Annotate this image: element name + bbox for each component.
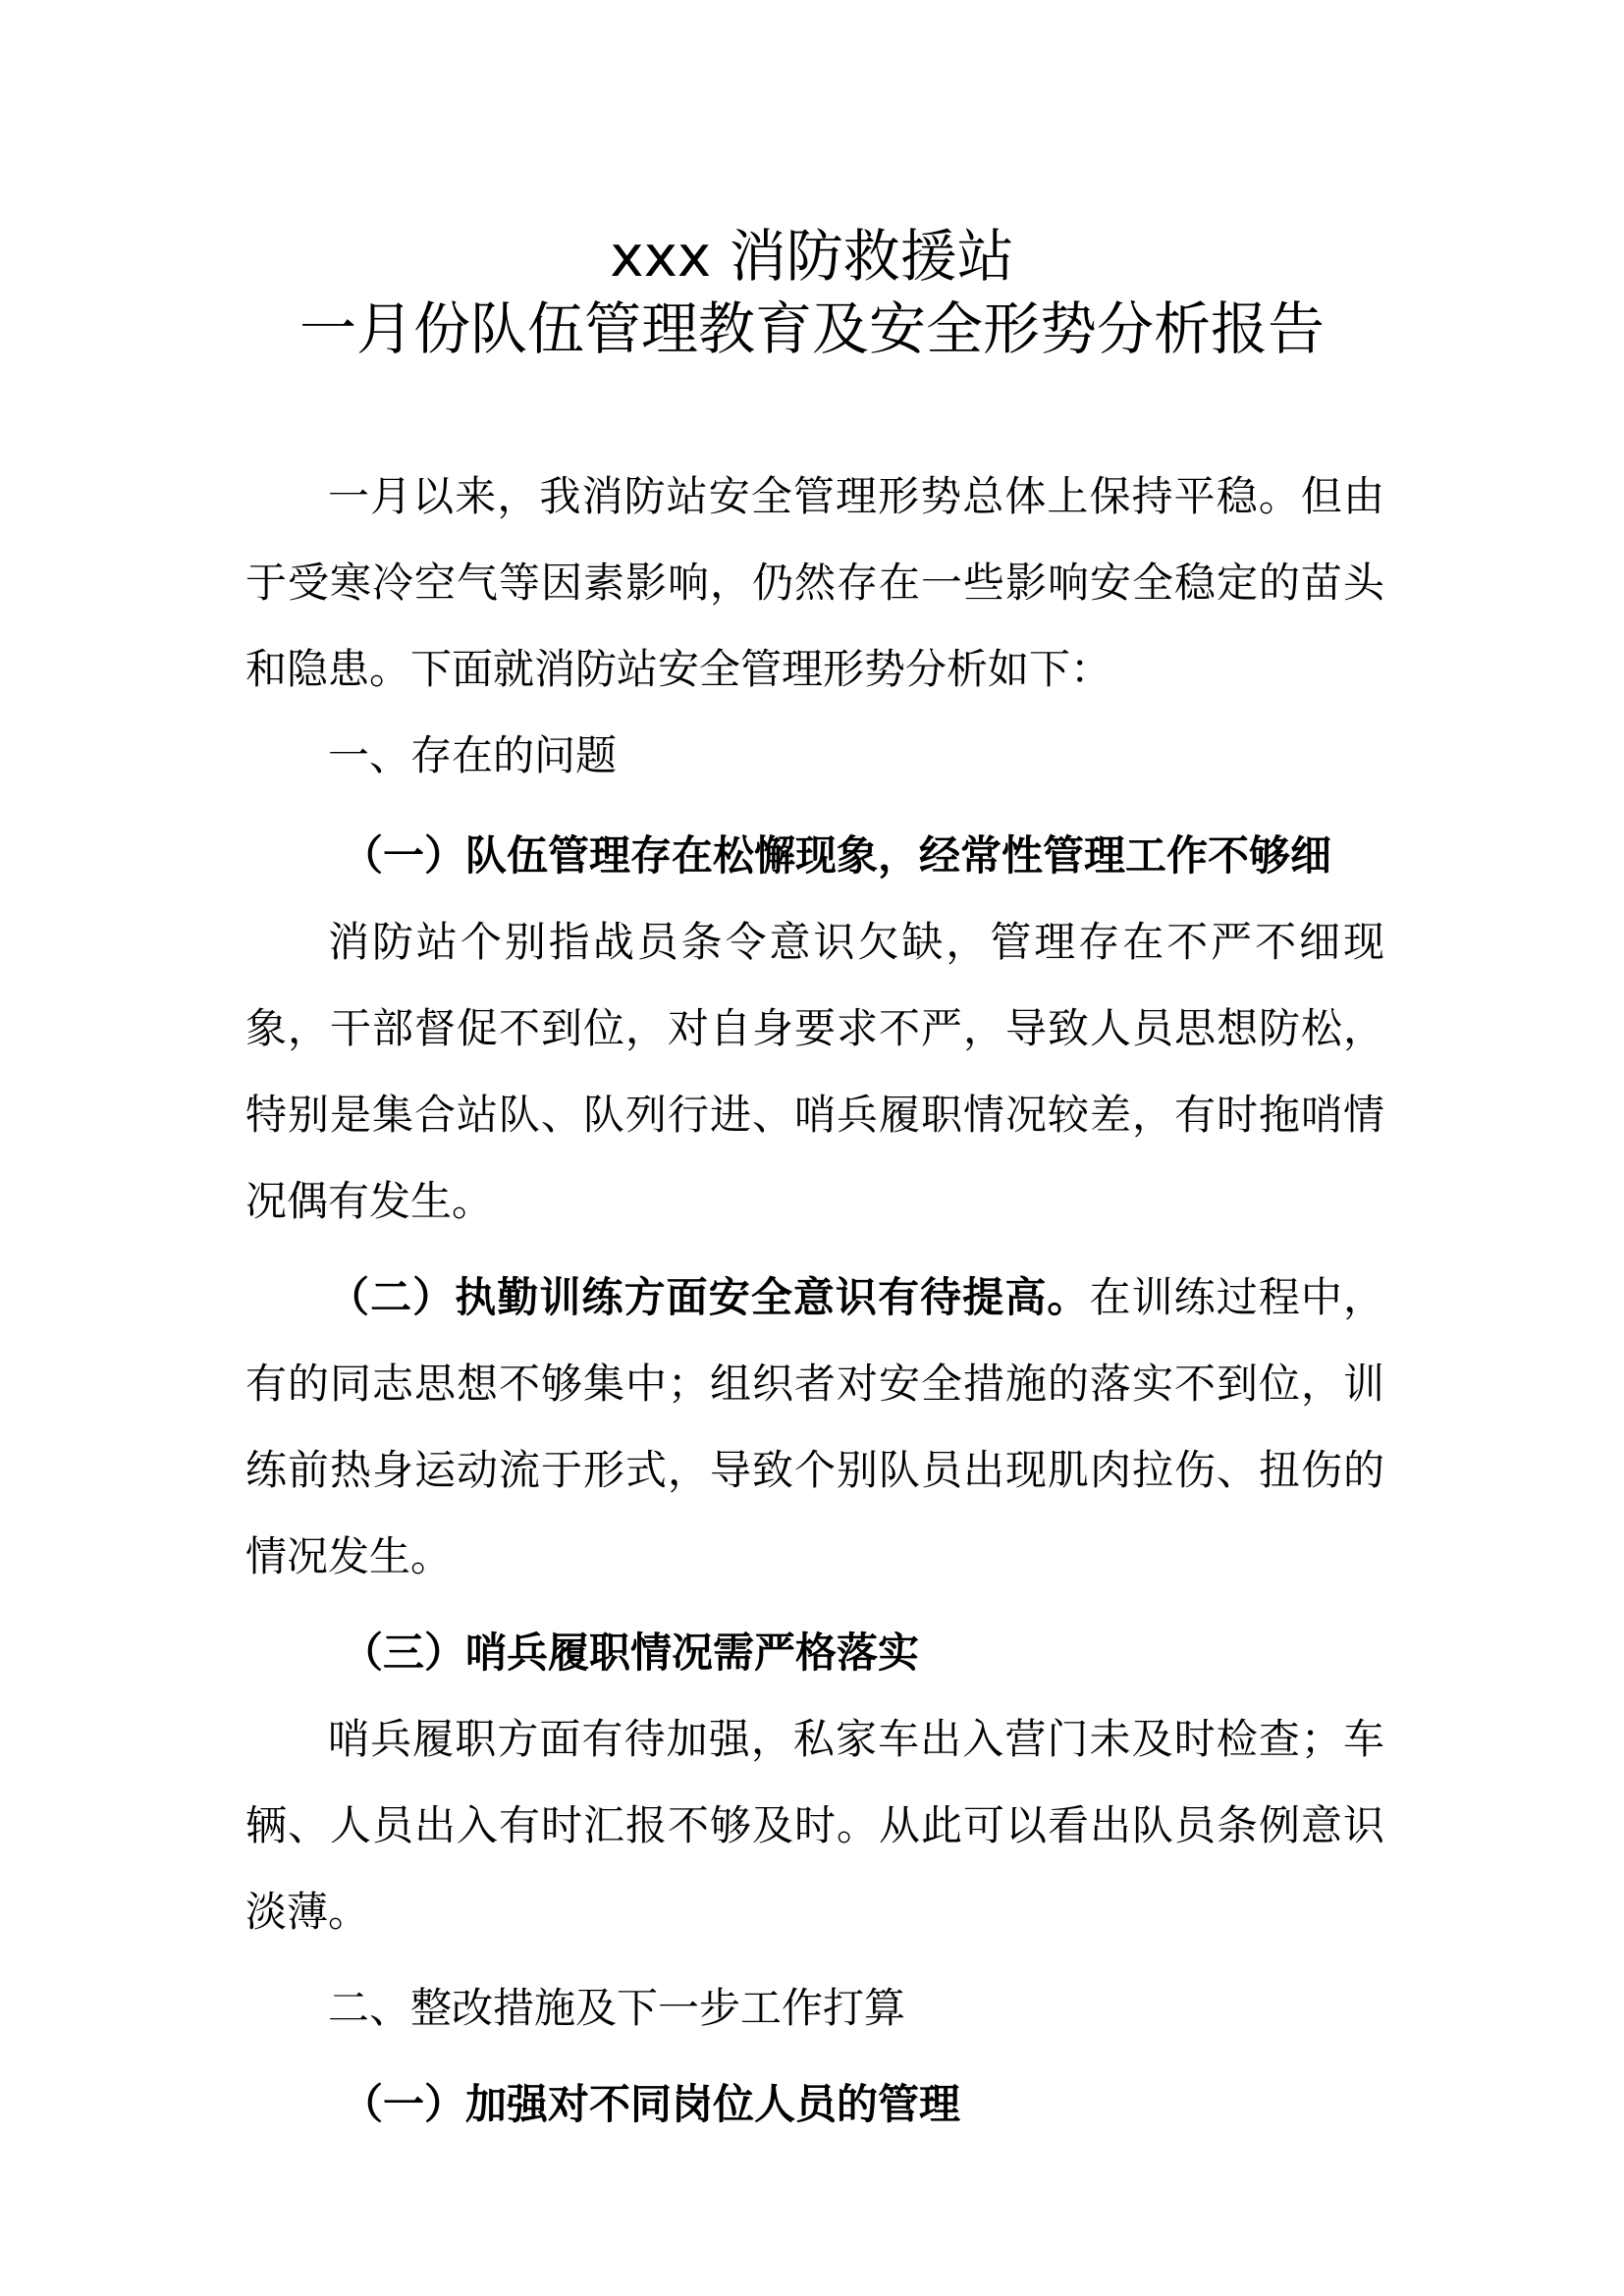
section1-item2-heading: （二）执勤训练方面安全意识有待提高。 [328,1273,1090,1321]
section2-item1-heading: （一）加强对不同岗位人员的管理 [342,2080,961,2128]
report-body [245,454,1384,2148]
section2-heading: 二、整改措施及下一步工作打算 [328,1984,906,2032]
intro-paragraph: 一月以来，我消防站安全管理形势总体上保持平稳。但由于受寒冷空气等因素影响，仍然存在一些影响安全稳定的苗头和隐患。下面就消防站安全管理形势分析如下： [245,472,1384,693]
section1-item2-text: 在训练过程中，有的同志思想不够集中；组织者对安全措施的落实不到位，训练前热身运动流于形式，导致个别队员出现肌肉拉伤、扭伤的情况发生。 [245,1273,1384,1580]
section1-item3-paragraph: 哨兵履职方面有待加强，私家车出入营门未及时检查；车辆、人员出入有时汇报不够及时。从此可以看出队员条例意识淡薄。 [245,1715,1384,1936]
section1-item1-paragraph: 消防站个别指战员条令意识欠缺，管理存在不严不细现象，干部督促不到位，对自身要求不严，导致人员思想防松，特别是集合站队、队列行进、哨兵履职情况较差，有时拖哨情况偶有发生。 [245,918,1384,1225]
section1-item1-heading: （一）队伍管理存在松懈现象，经常性管理工作不够细 [342,831,1332,880]
section1-item2-paragraph [245,1255,1384,1600]
section1-heading: 一、存在的问题 [328,731,618,779]
report-title-line1: xxx 消防救援站 [610,223,1014,290]
report-title-line2: 一月份队伍管理教育及安全形势分析报告 [298,295,1325,362]
section1-item3-heading: （三）哨兵履职情况需严格落实 [342,1629,920,1677]
